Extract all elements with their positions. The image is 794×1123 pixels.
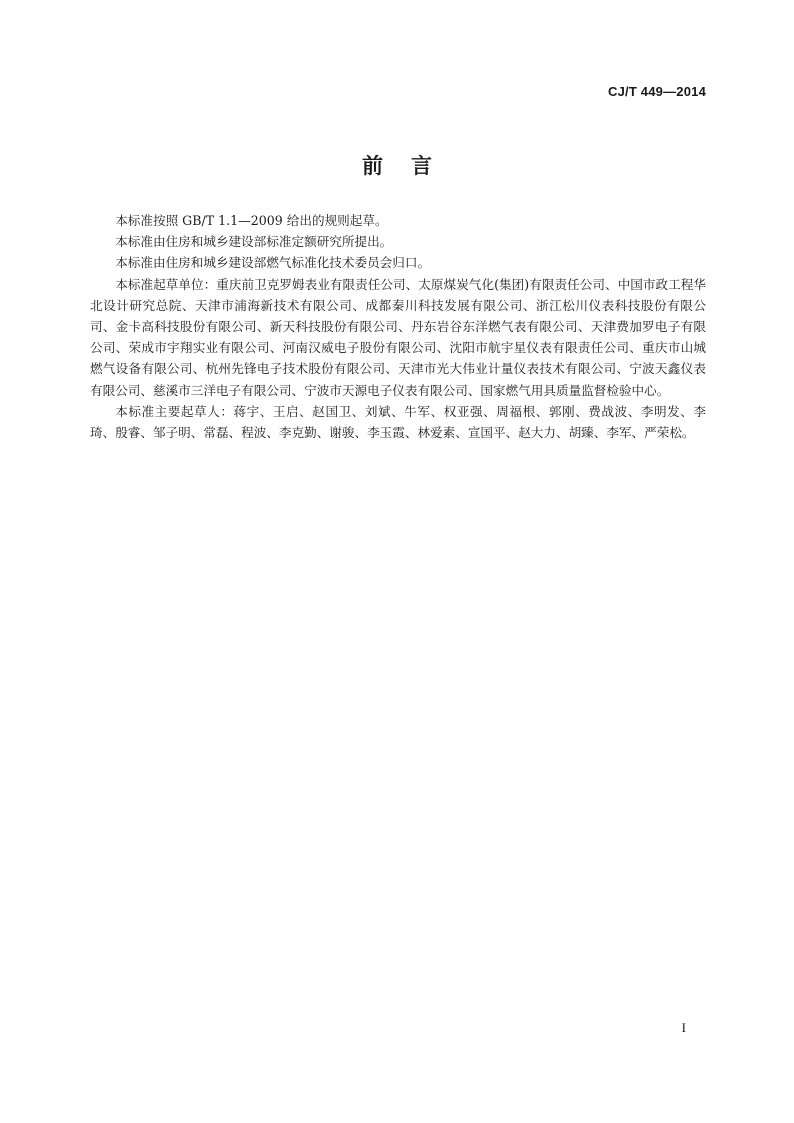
- page-number: I: [681, 1020, 686, 1035]
- paragraph-drafting-rules: 本标准按照 GB/T 1.1—2009 给出的规则起草。: [115, 213, 388, 228]
- foreword-body: [90, 210, 706, 443]
- paragraph-main-drafters: 本标准主要起草人：蒋宇、王启、赵国卫、刘斌、牛军、权亚强、周福根、郭刚、费战波、李明发、李琦、殷睿、邹子明、常磊、程波、李克勤、谢骏、李玉霞、林爱素、宣国平、赵大力、胡臻、李军、严荣松。: [90, 403, 706, 441]
- paragraph-centralized-by: 本标准由住房和城乡建设部燃气标准化技术委员会归口。: [115, 255, 431, 271]
- standard-code: CJ/T 449—2014: [608, 84, 706, 99]
- paragraph-drafting-units: 本标准起草单位：重庆前卫克罗姆表业有限责任公司、太原煤炭气化(集团)有限责任公司、中国市政工程华北设计研究总院、天津市浦海新技术有限公司、成都秦川科技发展有限公司、浙江松川仪表科技股份有限公司、金卡高科技股份有限公司、新天科技股份有限公司、丹东岩谷东洋燃气表有限公司、天津费加罗电子有限公司、荣成市宇翔实业有限公司、河南汉威电子股份有限公司、沈阳市航宇星仪表有限责任公司、重庆市山城燃气设备有限公司、杭州先锋电子技术股份有限公司、天津市光大伟业计量仪表技术有限公司、宁波天鑫仪表有限公司、慈溪市三洋电子有限公司、宁波市天源电子仪表有限公司、国家燃气用具质量监督检验中心。: [90, 276, 706, 398]
- paragraph-proposed-by: 本标准由住房和城乡建设部标准定额研究所提出。: [115, 234, 393, 250]
- page-title: 前言: [362, 154, 460, 178]
